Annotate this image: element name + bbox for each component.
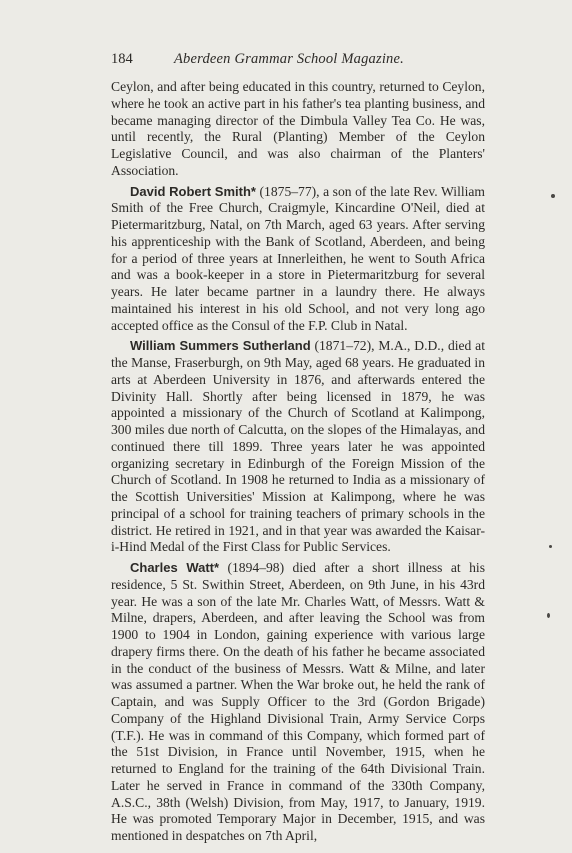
paragraph-continuation [111,79,485,180]
margin-speck [549,545,552,548]
journal-title: Aberdeen Grammar School Magazine. [174,51,404,67]
paragraph-text: (1894–98) died after a short illness at his residence, 5 St. Swithin Street, Aberdeen, on 9th June, in his 43rd year. He was a son of the late Mr. Charles Watt, of Messrs. Watt & Milne, drapers, Aberdeen, and after leaving the School was from 1900 to 1904 in London, gaining experience with various large drapery firms there. On the death of his father he became associated in the conduct of the business of Messrs. Watt & Milne, and later was assumed a partner. When the War broke out, he held the rank of Captain, and was Supply Officer to the 3rd (Gordon Brigade) Company of the Highland Divisional Train, Army Service Corps (T.F.). He was in command of this Company, which formed part of the 51st Division, in France until November, 1915, when he returned to England for the training of the 64th Divisional Train. Later he served in France in command of the 330th Company, A.S.C., 38th (Welsh) Division, from May, 1917, to January, 1919. He was promoted Temporary Major in December, 1915, and was mentioned in despatches on 7th April, [111,560,485,843]
person-name: David Robert Smith* [130,183,256,199]
margin-speck [551,194,555,198]
paragraph-david-robert-smith [111,184,485,335]
margin-speck [547,613,550,618]
paragraph-william-summers-sutherland [111,338,485,556]
paragraph-text: Ceylon, and after being educated in this country, returned to Ceylon, where he took an active part in his father's tea planting business, and became managing director of the Dimbula Valley Tea Co. He was, until recently, the Rural (Planting) Member of the Ceylon Legislative Council, and was also chairman of the Planters' Association. [111,79,485,178]
paragraph-text: (1871–72), M.A., D.D., died at the Manse, Fraserburgh, on 9th May, aged 68 years. He graduated in arts at Aberdeen University in 1876, and afterwards entered the Divinity Hall. Shortly after being licensed in 1879, he was appointed a missionary of the Church of Scotland at Kalimpong, 300 miles due north of Calcutta, on the slopes of the Himalayas, and continued there till 1899. Three years later he was appointed organizing secretary in Edinburgh of the Foreign Mission of the Church of Scotland. In 1908 he returned to India as a missionary of the Scottish Universities' Mission at Kalimpong, where he was principal of a school for training teachers of primary schools in the district. He retired in 1921, and in that year was awarded the Kaisar-i-Hind Medal of the First Class for Public Services. [111,338,485,555]
paragraph-text: (1875–77), a son of the late Rev. William Smith of the Free Church, Craigmyle, Kincardine O'Neil, died at Pietermaritzburg, Natal, on 7th March, aged 63 years. After serving his apprenticeship with the Bank of Scotland, Aberdeen, and being for a period of three years at Innerleithen, he went to South Africa and was a book-keeper in a store in Pietermaritzburg for several years. He later became partner in a laundry there. He always maintained his interest in his old School, and not very long ago accepted office as the Consul of the F.P. Club in Natal. [111,183,486,333]
obituary-text [111,79,485,849]
paragraph-charles-watt [111,560,485,845]
person-name: William Summers Sutherland [130,338,311,354]
page-number: 184 [111,51,133,67]
person-name: Charles Watt* [130,560,220,575]
